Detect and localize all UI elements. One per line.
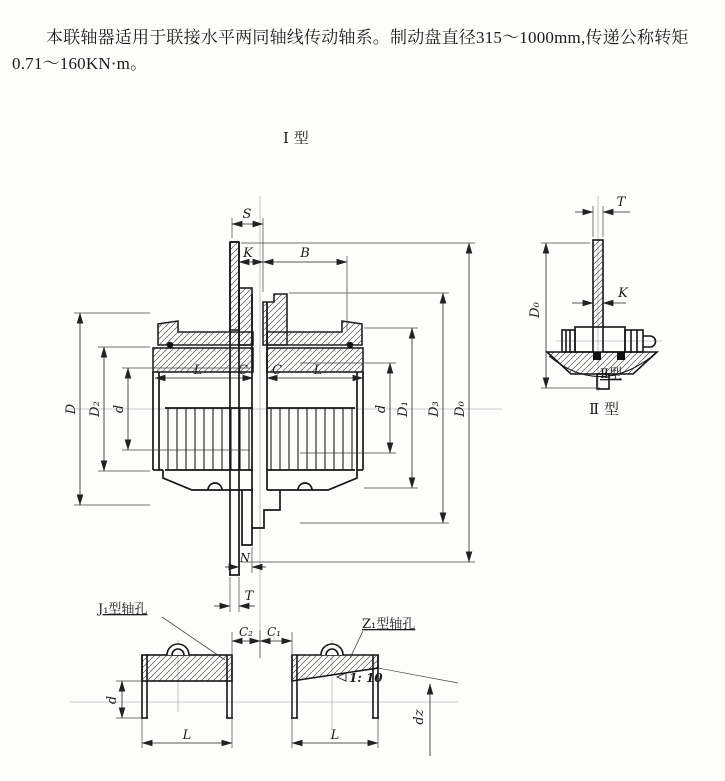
dim-D3: D₃ <box>427 401 442 417</box>
dim-D1: D₁ <box>396 401 411 417</box>
dim-T-bottom: T <box>244 589 254 604</box>
dim-D2: D₂ <box>88 401 103 417</box>
dim-d-right: d <box>374 404 389 414</box>
dim-C1: C₁ <box>267 625 281 639</box>
fig1-hatched-sections <box>153 242 363 372</box>
fig2-dim-K: K <box>618 286 628 301</box>
dim-L-right: L <box>313 363 323 378</box>
dim-C-left: C <box>238 363 248 378</box>
z1-label: Z₁型轴孔 <box>362 617 416 632</box>
fig2-dim-D0: D₀ <box>528 302 543 318</box>
dim-s: S <box>242 207 252 222</box>
dim-N: N <box>239 551 251 565</box>
fig1-extension-lines <box>74 218 475 612</box>
dim-b: B <box>300 246 310 261</box>
j1-hub <box>141 644 233 718</box>
j1-label: J₁型轴孔 <box>98 602 148 617</box>
dim-k: K <box>243 246 253 261</box>
dim-D0: D₀ <box>453 401 468 417</box>
z1-dim-L: L <box>330 728 340 743</box>
intro-paragraph: 本联轴器适用于联接水平两同轴线传动轴系。制动盘直径315～1000mm,传递公称转矩0.71～160KN·m。 <box>12 28 689 73</box>
j1-dim-d: d <box>105 695 120 705</box>
fig2-inner-label: Ⅱ型 <box>600 367 622 382</box>
dim-L-left: L <box>193 363 203 378</box>
fig2-dim-T: T <box>616 195 626 210</box>
j1-dim-L: L <box>182 728 192 743</box>
dim-C2: C₂ <box>239 625 253 639</box>
fig2-caption: Ⅱ 型 <box>589 400 619 418</box>
taper-annotation <box>337 668 458 685</box>
fig1-centerlines <box>66 196 502 658</box>
dim-D: D <box>64 403 79 415</box>
z1-dim-dz: dz <box>412 709 427 725</box>
dim-d-left: d <box>112 404 127 414</box>
fig1-caption: Ⅰ 型 <box>283 129 309 147</box>
dim-C-right: C <box>272 363 282 378</box>
z1-leader-line <box>350 631 363 658</box>
taper-ratio: 1: 10 <box>349 671 383 685</box>
fig1-outline <box>153 242 363 575</box>
hub-centerlines <box>70 640 458 730</box>
